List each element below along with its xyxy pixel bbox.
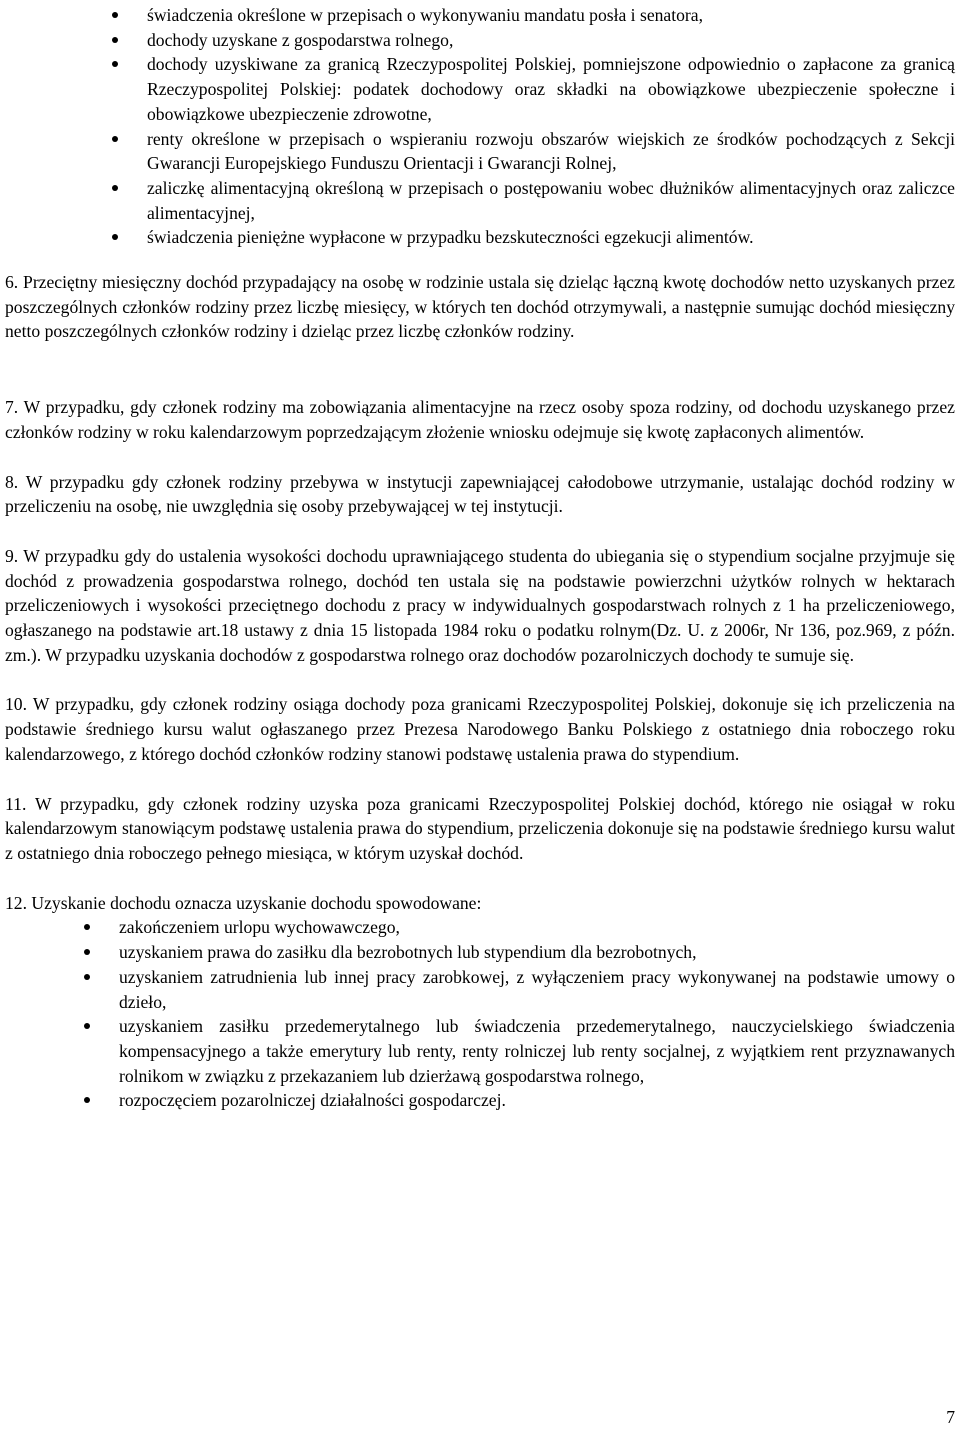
paragraph-number: 9. xyxy=(5,545,19,566)
list-item xyxy=(5,127,955,176)
paragraph-text: W przypadku, gdy członek rodziny osiąga dochody poza granicami Rzeczypospolitej Polskiej, dokonuje się ich przeliczenia na podstawie średniego kursu walut ogłaszanego przez Prezesa Narodowego Banku Polskiego z ostatniego dnia roboczego roku kalendarzowego, z którego dochód członków rodziny stanowi podstawę ustalenia prawa do stypendium. xyxy=(5,694,955,764)
document-page xyxy=(5,3,955,1113)
list-item-text: zakończeniem urlopu wychowawczego, xyxy=(119,917,400,938)
list-item xyxy=(5,1088,955,1113)
page-number: 7 xyxy=(946,1407,955,1428)
bullet-icon xyxy=(84,949,90,955)
bullet-icon xyxy=(112,136,118,142)
list-item xyxy=(5,52,955,126)
list-item-text: uzyskaniem zasiłku przedemerytalnego lub świadczenia przedemerytalnego, nauczycielskiego świadczenia kompensacyjnego a także emerytury lub renty, renty rolniczej lub renty socjalnej, z wyjątkiem rent przyznawanych rolnikom w związku z przekazaniem lub dzierżawą gospodarstwa rolnego, xyxy=(119,1016,955,1086)
paragraph-text: W przypadku gdy członek rodziny przebywa w instytucji zapewniającej całodobowe utrzymanie, ustalając dochód rodziny w przeliczeniu na osobę, nie uwzględnia się osoby przebywającej w tej instytucji. xyxy=(5,471,955,517)
bullet-icon xyxy=(112,185,118,191)
paragraph-text: Uzyskanie dochodu oznacza uzyskanie dochodu spowodowane: xyxy=(31,892,482,913)
paragraph-number: 7. xyxy=(5,397,19,418)
paragraph-number: 6. xyxy=(5,272,19,293)
paragraph-7 xyxy=(5,395,955,444)
list-item xyxy=(5,28,955,53)
list-item-text: zaliczkę alimentacyjną określoną w przepisach o postępowaniu wobec dłużników alimentacyjnych oraz zaliczce alimentacyjnej, xyxy=(147,177,955,223)
paragraph-number: 12. xyxy=(5,892,27,913)
bullet-icon xyxy=(112,61,118,67)
list-item xyxy=(5,1014,955,1088)
list-item-text: uzyskaniem prawa do zasiłku dla bezrobotnych lub stypendium dla bezrobotnych, xyxy=(119,942,697,963)
bullet-icon xyxy=(112,37,118,43)
bullet-icon xyxy=(112,12,118,18)
paragraph-text: W przypadku, gdy członek rodziny ma zobowiązania alimentacyjne na rzecz osoby spoza rodziny, od dochodu uzyskanego przez członków rodziny w roku kalendarzowym poprzedzającym złożenie wniosku odejmuje się kwotę zapłaconych alimentów. xyxy=(5,397,955,442)
list-item xyxy=(5,225,955,250)
bullet-icon xyxy=(112,234,118,240)
paragraph-6 xyxy=(5,270,955,344)
paragraph-11 xyxy=(5,792,955,866)
paragraph-text: W przypadku gdy do ustalenia wysokości dochodu uprawniającego studenta do ubiegania się o stypendium socjalne przyjmuje się dochód z prowadzenia gospodarstwa rolnego, dochód ten ustala się na podstawie powierzchni użytków rolnych w hektarach przeliczeniowych i wysokości przeciętnego dochodu z pracy w indywidualnych gospodarstwach rolnych z 1 ha przeliczeniowego, ogłaszanego na podstawie art.18 ustawy z dnia 15 listopada 1984 roku o podatku rolnym(Dz. U. z 2006r, Nr 136, poz.969, z późn. zm.). W przypadku uzyskania dochodów z gospodarstwa rolnego oraz dochodów pozarolniczych dochody te sumuje się. xyxy=(5,545,955,665)
paragraph-number: 8. xyxy=(5,471,19,492)
paragraph-9 xyxy=(5,544,955,668)
list-item-text: rozpoczęciem pozarolniczej działalności gospodarczej. xyxy=(119,1090,506,1111)
list-item-text: uzyskaniem zatrudnienia lub innej pracy zarobkowej, z wyłączeniem pracy wykonywanej na podstawie umowy o dzieło, xyxy=(119,966,955,1012)
bullet-icon xyxy=(84,974,90,980)
income-source-bullet-list xyxy=(5,915,955,1113)
paragraph-10 xyxy=(5,692,955,766)
list-item-text: świadczenia określone w przepisach o wykonywaniu mandatu posła i senatora, xyxy=(147,5,703,25)
paragraph-number: 11. xyxy=(5,793,27,814)
list-item xyxy=(5,915,955,940)
paragraph-text: W przypadku, gdy członek rodziny uzyska poza granicami Rzeczypospolitej Polskiej dochód, którego nie osiągał w roku kalendarzowym stanowiącym podstawę ustalenia prawa do stypendium, przeliczenia dokonuje się na podstawie średniego kursu walut z ostatniego dnia roboczego pełnego miesiąca, w którym uzyskał dochód. xyxy=(5,793,955,863)
list-item xyxy=(5,965,955,1014)
paragraph-text: Przeciętny miesięczny dochód przypadający na osobę w rodzinie ustala się dzieląc łączną kwotę dochodów netto uzyskanych przez poszczególnych członków rodziny przez liczbę miesięcy, w których ten dochód otrzymywali, a następnie sumując dochód miesięczny netto poszczególnych członków rodziny i dzieląc przez liczbę członków rodziny. xyxy=(5,272,955,342)
income-bullet-list xyxy=(5,3,955,250)
bullet-icon xyxy=(84,1023,90,1029)
paragraph-12 xyxy=(5,891,955,916)
list-item xyxy=(5,176,955,225)
list-item xyxy=(5,940,955,965)
list-item-text: świadczenia pieniężne wypłacone w przypadku bezskuteczności egzekucji alimentów. xyxy=(147,227,754,248)
paragraph-8 xyxy=(5,470,955,519)
list-item-text: renty określone w przepisach o wspieraniu rozwoju obszarów wiejskich ze środków pochodzących z Sekcji Gwarancji Europejskiego Funduszu Orientacji i Gwarancji Rolnej, xyxy=(147,128,955,174)
bullet-icon xyxy=(84,1097,90,1103)
paragraph-number: 10. xyxy=(5,694,27,715)
list-item-text: dochody uzyskiwane za granicą Rzeczypospolitej Polskiej, pomniejszone odpowiednio o zapłacone za granicą Rzeczypospolitej Polskiej: podatek dochodowy oraz składki na obowiązkowe ubezpieczenie społeczne i obowiązkowe ubezpieczenie zdrowotne, xyxy=(147,54,955,124)
list-item xyxy=(5,3,955,28)
list-item-text: dochody uzyskane z gospodarstwa rolnego, xyxy=(147,29,454,50)
bullet-icon xyxy=(84,924,90,930)
